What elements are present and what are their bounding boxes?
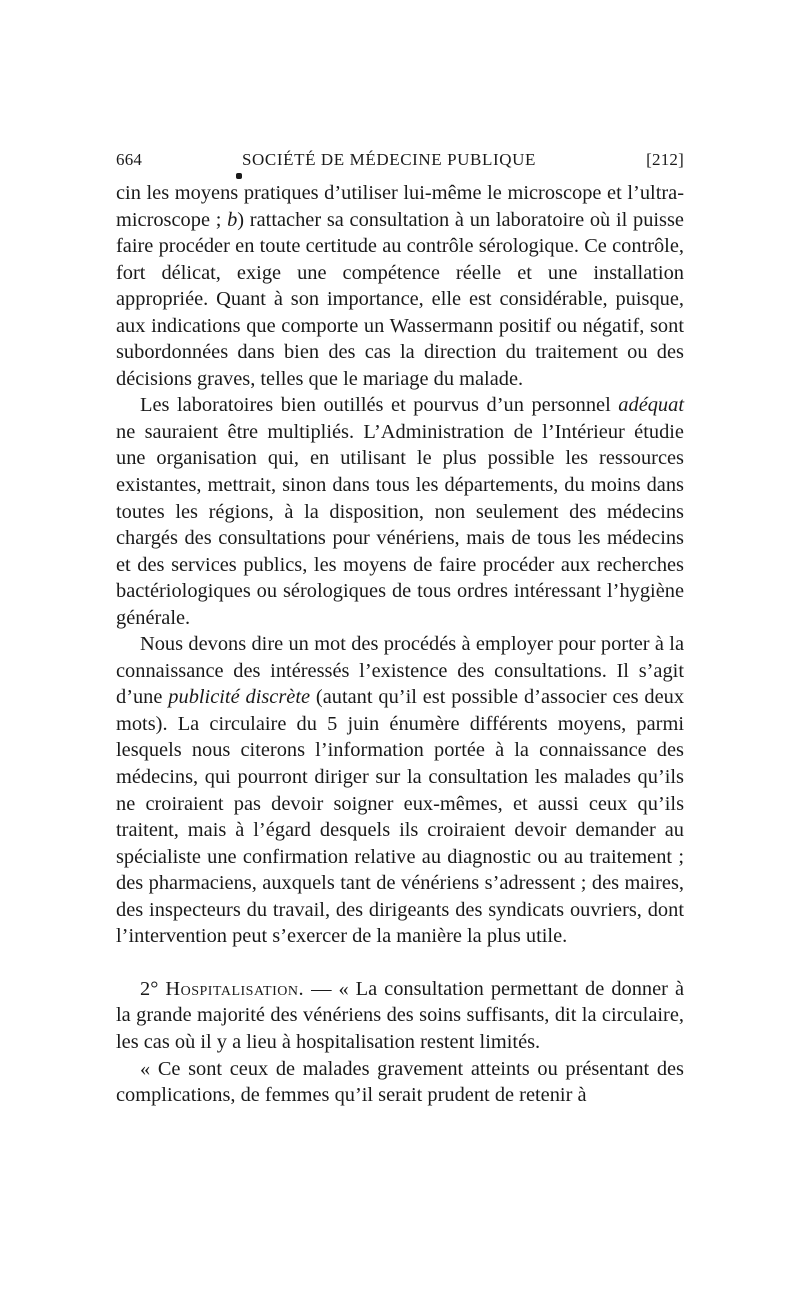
italic-phrase: publicité discrète <box>168 686 311 709</box>
page-reference: [212] <box>646 150 684 169</box>
text-run: cin les moyens pratiques d’utiliser lui-même le microscope et l’ultra-microscope ; <box>116 182 684 231</box>
section-heading: Hospitalisation. <box>165 977 305 1000</box>
text-run: — « La consultation permettant de donner à la grande majorité des vénériens des soins suffisants, dit la circulaire, les cas où il y a lieu à hospitalisation restent limités. <box>116 977 684 1053</box>
section-heading-paragraph <box>116 976 684 1056</box>
italic-phrase: adéquat <box>618 394 684 417</box>
text-run: ) rattacher sa consultation à un laboratoire où il puisse faire procéder en toute certitude au contrôle sérologique. Ce contrôle, fort délicat, exige une compétence réelle et une installation appropriée. Quant à son importance, elle est considérable, puisque, aux indications que comporte un Wassermann positif ou négatif, sont subordonnées dans bien des cas la direction du traitement ou des décisions graves, telles que le mariage du malade. <box>116 208 684 390</box>
italic-phrase: b <box>227 208 238 231</box>
text-run: 2° <box>140 977 166 1000</box>
text-run: (autant qu’il est possible d’associer ces deux mots). La circulaire du 5 juin énumère différents moyens, parmi lesquels nous citerons l’information portée à la connaissance des médecins, qui pourront diriger sur la consultation les malades qu’ils ne croiraient pas devoir soigner eux-mêmes, et aussi ceux qu’ils traitent, mais à l’égard desquels ils croiraient devoir demander au spécialiste une confirmation relative au diagnostic ou au traitement ; des pharmaciens, auxquels tant de vénériens s’adressent ; des maires, des inspecteurs du travail, des dirigeants des syndicats ouvriers, dont l’intervention peut s’exercer de la manière la plus utile. <box>116 686 685 948</box>
paragraph-5 <box>116 1056 684 1109</box>
text-run: « Ce sont ceux de malades gravement atteints ou présentant des complications, de femmes qu’il serait prudent de retenir à <box>116 1057 684 1107</box>
paragraph-2 <box>116 392 684 631</box>
body-text <box>116 180 684 1109</box>
ink-mark <box>236 173 242 179</box>
section-spacer <box>116 950 684 976</box>
running-title: SOCIÉTÉ DE MÉDECINE PUBLIQUE <box>242 150 536 169</box>
paragraph-3 <box>116 631 684 950</box>
page-number: 664 <box>116 150 143 169</box>
text-run: Nous devons dire un mot des procédés à employer pour porter à la connaissance des intéressés l’existence des consultations. Il s’agit d’une <box>116 633 684 709</box>
text-run: Les laboratoires bien outillés et pourvus d’un personnel <box>140 394 619 417</box>
paragraph-1 <box>116 180 684 392</box>
text-run: ne sauraient être multipliés. L’Administration de l’Intérieur étudie une organisation qui, en utilisant le plus possible les ressources existantes, mettrait, sinon dans tous les départements, du moins dans toutes les régions, à la disposition, non seulement des médecins chargés des consultations pour vénériens, mais de tous les médecins et des services publics, les moyens de faire procéder aux recherches bactériologiques ou sérologiques de tous ordres intéressant l’hygiène générale. <box>116 420 684 629</box>
